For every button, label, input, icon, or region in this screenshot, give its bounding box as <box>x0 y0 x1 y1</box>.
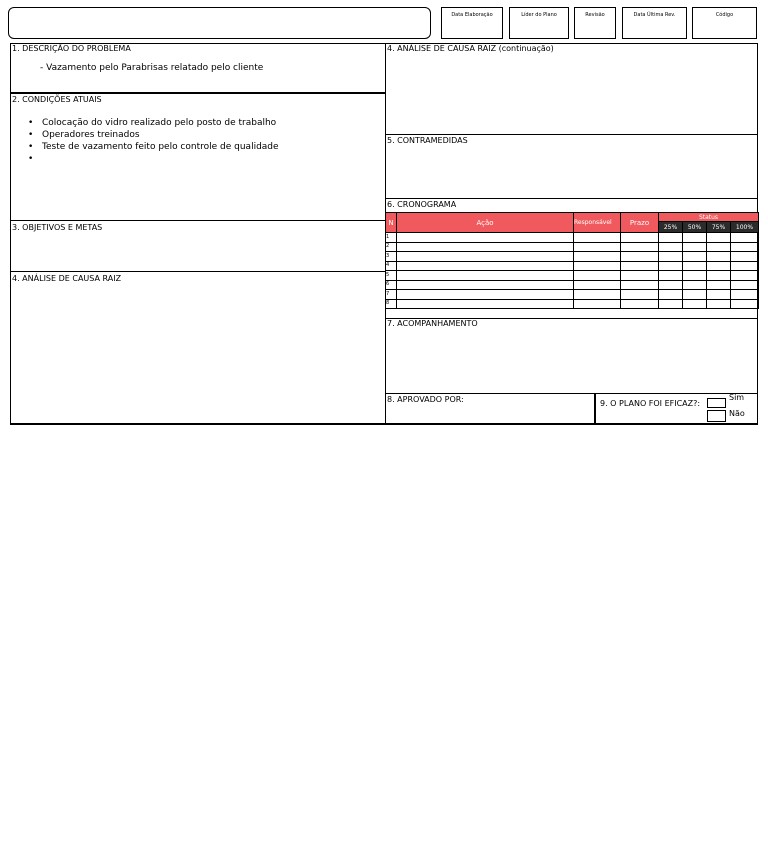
header-field-lider-plano[interactable] <box>509 7 569 39</box>
cell-status[interactable] <box>707 242 731 252</box>
table-row <box>386 233 759 243</box>
cell-prazo[interactable] <box>621 252 659 262</box>
cell-status[interactable] <box>659 261 683 271</box>
cell-responsavel[interactable] <box>574 252 621 262</box>
cell-prazo[interactable] <box>621 242 659 252</box>
row-number: 3 <box>386 252 397 262</box>
section-causa-raiz-cont-title: 4. ANÁLISE DE CAUSA RAIZ (continuação) <box>387 44 554 53</box>
table-row <box>386 299 759 309</box>
row-number: 6 <box>386 280 397 290</box>
cell-responsavel[interactable] <box>574 280 621 290</box>
cell-status[interactable] <box>731 261 759 271</box>
divider <box>10 220 385 221</box>
cell-responsavel[interactable] <box>574 261 621 271</box>
cell-status[interactable] <box>683 290 707 300</box>
cell-status[interactable] <box>731 280 759 290</box>
header-field-revisao[interactable] <box>574 7 616 39</box>
cell-status[interactable] <box>683 271 707 281</box>
cell-acao[interactable] <box>397 242 574 252</box>
header-field-label: Código <box>715 12 734 18</box>
cell-acao[interactable] <box>397 252 574 262</box>
cell-status[interactable] <box>707 252 731 262</box>
causa-raiz-field[interactable] <box>11 285 384 422</box>
divider <box>594 393 596 424</box>
col-header-status: Status <box>659 213 759 222</box>
section-contramedidas-title: 5. CONTRAMEDIDAS <box>387 136 468 145</box>
row-number: 1 <box>386 233 397 243</box>
cell-status[interactable] <box>707 299 731 309</box>
section-descricao-title: 1. DESCRIÇÃO DO PROBLEMA <box>12 44 131 53</box>
row-number: 7 <box>386 290 397 300</box>
cell-status[interactable] <box>731 233 759 243</box>
condicoes-list[interactable] <box>14 117 279 153</box>
cell-acao[interactable] <box>397 261 574 271</box>
cell-prazo[interactable] <box>621 261 659 271</box>
cell-responsavel[interactable] <box>574 290 621 300</box>
section-objetivos-title: 3. OBJETIVOS E METAS <box>12 223 103 232</box>
section-causa-raiz-title: 4. ANÁLISE DE CAUSA RAIZ <box>12 274 122 283</box>
header-field-label: Líder do Plano <box>521 12 557 18</box>
cronograma-table <box>385 212 759 309</box>
cell-status[interactable] <box>707 233 731 243</box>
section-condicoes-title: 2. CONDIÇÕES ATUAIS <box>12 95 102 104</box>
row-number: 5 <box>386 271 397 281</box>
section-aprovado-title: 8. APROVADO POR: <box>387 395 464 404</box>
header-field-data-ultima-rev[interactable] <box>622 7 687 39</box>
causa-raiz-cont-field[interactable] <box>386 55 756 133</box>
table-row <box>386 271 759 281</box>
cell-status[interactable] <box>659 299 683 309</box>
status-25: 25% <box>659 222 683 233</box>
cell-status[interactable] <box>731 299 759 309</box>
cell-status[interactable] <box>683 233 707 243</box>
table-row <box>386 290 759 300</box>
label-nao: Não <box>729 409 745 418</box>
cell-acao[interactable] <box>397 290 574 300</box>
cell-prazo[interactable] <box>621 233 659 243</box>
table-row <box>386 261 759 271</box>
cell-status[interactable] <box>707 280 731 290</box>
cell-status[interactable] <box>683 252 707 262</box>
list-item: • Teste de vazamento feito pelo controle de qualidade <box>28 141 279 153</box>
cell-status[interactable] <box>659 280 683 290</box>
cell-status[interactable] <box>731 290 759 300</box>
divider <box>385 393 757 394</box>
table-row <box>386 252 759 262</box>
header-field-data-elaboracao[interactable] <box>441 7 503 39</box>
cell-status[interactable] <box>683 280 707 290</box>
section-acompanhamento-title: 7. ACOMPANHAMENTO <box>387 319 478 328</box>
cell-acao[interactable] <box>397 233 574 243</box>
cell-status[interactable] <box>731 252 759 262</box>
cell-status[interactable] <box>659 242 683 252</box>
list-item: • Colocação do vidro realizado pelo posto de trabalho <box>28 117 279 129</box>
divider <box>385 134 757 135</box>
cell-status[interactable] <box>707 290 731 300</box>
section-eficaz-title: 9. O PLANO FOI EFICAZ?: <box>600 399 701 408</box>
contramedidas-field[interactable] <box>386 147 756 197</box>
header-field-label: Data Última Rev. <box>633 12 676 18</box>
cell-status[interactable] <box>659 233 683 243</box>
plan-title-field[interactable] <box>8 7 431 39</box>
status-75: 75% <box>707 222 731 233</box>
cell-status[interactable] <box>707 271 731 281</box>
row-number: 8 <box>386 299 397 309</box>
list-item: • Operadores treinados <box>28 129 279 141</box>
cell-responsavel[interactable] <box>574 299 621 309</box>
cell-status[interactable] <box>731 242 759 252</box>
divider <box>10 92 385 94</box>
table-row <box>386 280 759 290</box>
cell-responsavel[interactable] <box>574 271 621 281</box>
label-sim: Sim <box>729 393 745 402</box>
status-50: 50% <box>683 222 707 233</box>
cell-status[interactable] <box>707 261 731 271</box>
header-field-codigo[interactable] <box>692 7 757 39</box>
cell-status[interactable] <box>731 271 759 281</box>
cell-status[interactable] <box>659 252 683 262</box>
aprovado-field[interactable] <box>386 405 593 422</box>
cell-status[interactable] <box>683 261 707 271</box>
cell-status[interactable] <box>659 290 683 300</box>
header-field-label: Data Elaboração <box>451 12 493 18</box>
checkbox-nao[interactable] <box>707 410 726 422</box>
checkbox-sim[interactable] <box>707 398 726 408</box>
header-field-label: Revisão <box>585 12 605 18</box>
cell-prazo[interactable] <box>621 271 659 281</box>
divider <box>10 271 385 272</box>
cell-responsavel[interactable] <box>574 242 621 252</box>
acompanhamento-field[interactable] <box>386 330 756 392</box>
form-bottom-border <box>10 423 758 425</box>
cell-acao[interactable] <box>397 271 574 281</box>
row-number: 2 <box>386 242 397 252</box>
cell-prazo[interactable] <box>621 299 659 309</box>
col-header-responsavel: Responsável <box>574 213 621 233</box>
cell-responsavel[interactable] <box>574 233 621 243</box>
row-number: 4 <box>386 261 397 271</box>
section-cronograma-title: 6. CRONOGRAMA <box>387 200 457 209</box>
col-header-n: N <box>386 213 397 233</box>
cell-status[interactable] <box>683 242 707 252</box>
cell-prazo[interactable] <box>621 290 659 300</box>
col-header-acao: Ação <box>397 213 574 233</box>
table-row <box>386 242 759 252</box>
divider <box>385 198 757 199</box>
cell-status[interactable] <box>659 271 683 281</box>
cell-acao[interactable] <box>397 280 574 290</box>
cell-status[interactable] <box>683 299 707 309</box>
cell-prazo[interactable] <box>621 280 659 290</box>
cell-acao[interactable] <box>397 299 574 309</box>
objetivos-field[interactable] <box>11 233 384 270</box>
status-100: 100% <box>731 222 759 233</box>
col-header-prazo: Prazo <box>621 213 659 233</box>
problem-description[interactable]: - Vazamento pelo Parabrisas relatado pelo cliente <box>40 63 264 73</box>
